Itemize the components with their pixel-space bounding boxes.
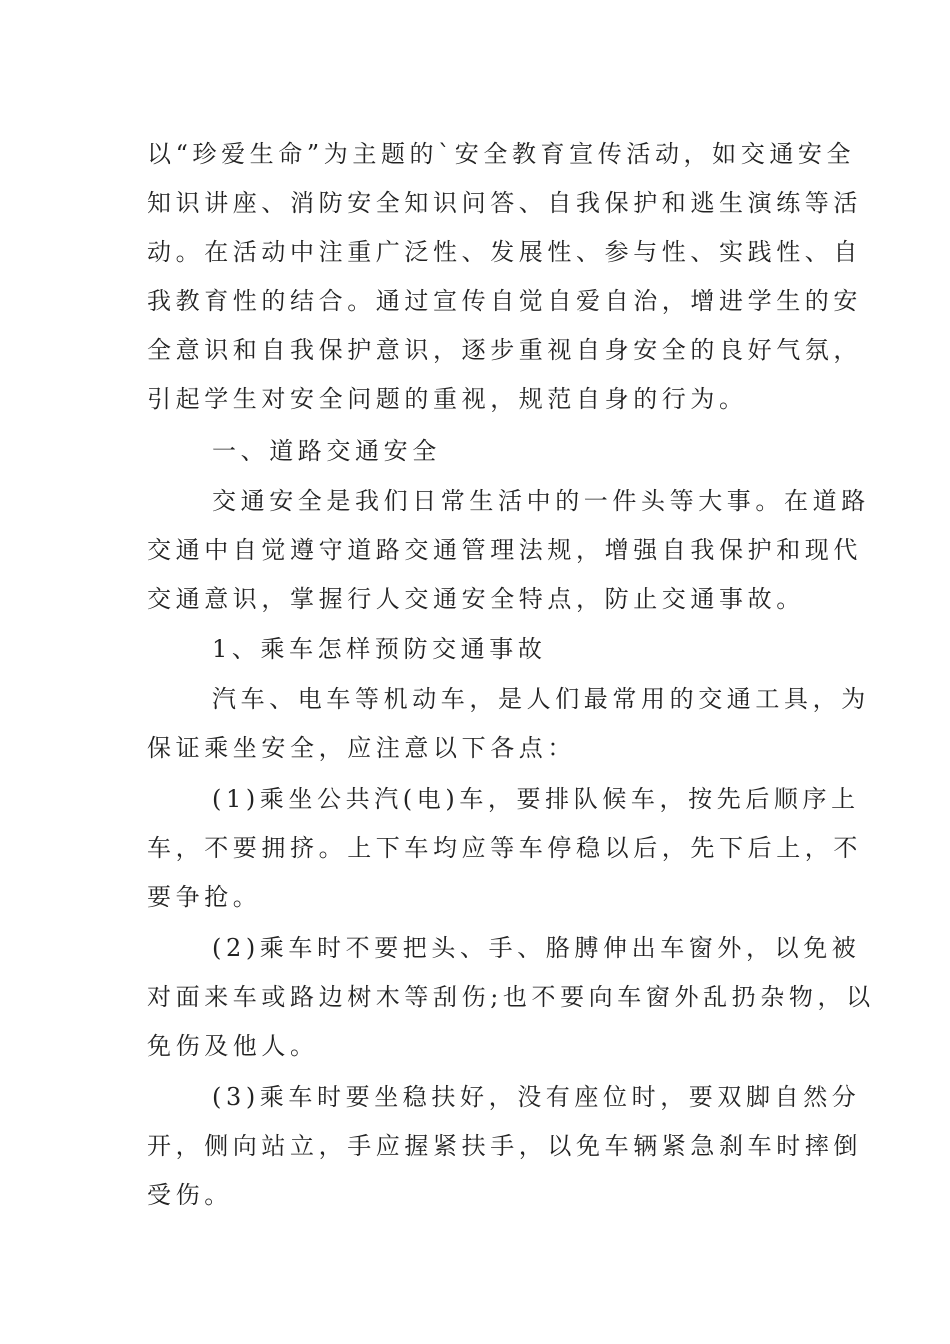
section-heading: 一、道路交通安全 <box>212 437 441 465</box>
paragraph-line: 保证乘坐安全，应注意以下各点： <box>147 734 576 762</box>
list-item-line: 受伤。 <box>147 1181 233 1209</box>
list-item-line: 免伤及他人。 <box>147 1032 319 1060</box>
paragraph-line: 交通安全是我们日常生活中的一件头等大事。在道路 <box>212 487 870 515</box>
list-item-line: (2)乘车时不要把头、手、胳膊伸出车窗外，以免被 <box>212 934 861 962</box>
paragraph-line: 引起学生对安全问题的重视，规范自身的行为。 <box>147 385 748 413</box>
paragraph-line: 交通中自觉遵守道路交通管理法规，增强自我保护和现代 <box>147 536 862 564</box>
paragraph-line: 知识讲座、消防安全知识问答、自我保护和逃生演练等活 <box>147 189 862 217</box>
paragraph-line: 汽车、电车等机动车，是人们最常用的交通工具，为 <box>212 685 870 713</box>
paragraph-line: 以“珍爱生命”为主题的`安全教育宣传活动，如交通安全 <box>147 140 856 168</box>
list-item-line: 对面来车或路边树木等刮伤;也不要向车窗外乱扔杂物，以 <box>147 983 875 1011</box>
list-item-line: (1)乘坐公共汽(电)车，要排队候车，按先后顺序上 <box>212 785 860 813</box>
paragraph-line: 交通意识，掌握行人交通安全特点，防止交通事故。 <box>147 585 805 613</box>
list-item-line: 车，不要拥挤。上下车均应等车停稳以后，先下后上，不 <box>147 834 862 862</box>
paragraph-line: 动。在活动中注重广泛性、发展性、参与性、实践性、自 <box>147 238 862 266</box>
subsection-heading: 1、乘车怎样预防交通事故 <box>212 635 547 663</box>
list-item-line: 要争抢。 <box>147 883 262 911</box>
paragraph-line: 全意识和自我保护意识，逐步重视自身安全的良好气氛， <box>147 336 862 364</box>
paragraph-line: 我教育性的结合。通过宣传自觉自爱自治，增进学生的安 <box>147 287 862 315</box>
list-item-line: (3)乘车时要坐稳扶好，没有座位时，要双脚自然分 <box>212 1083 861 1111</box>
list-item-line: 开，侧向站立，手应握紧扶手，以免车辆紧急刹车时摔倒 <box>147 1132 862 1160</box>
